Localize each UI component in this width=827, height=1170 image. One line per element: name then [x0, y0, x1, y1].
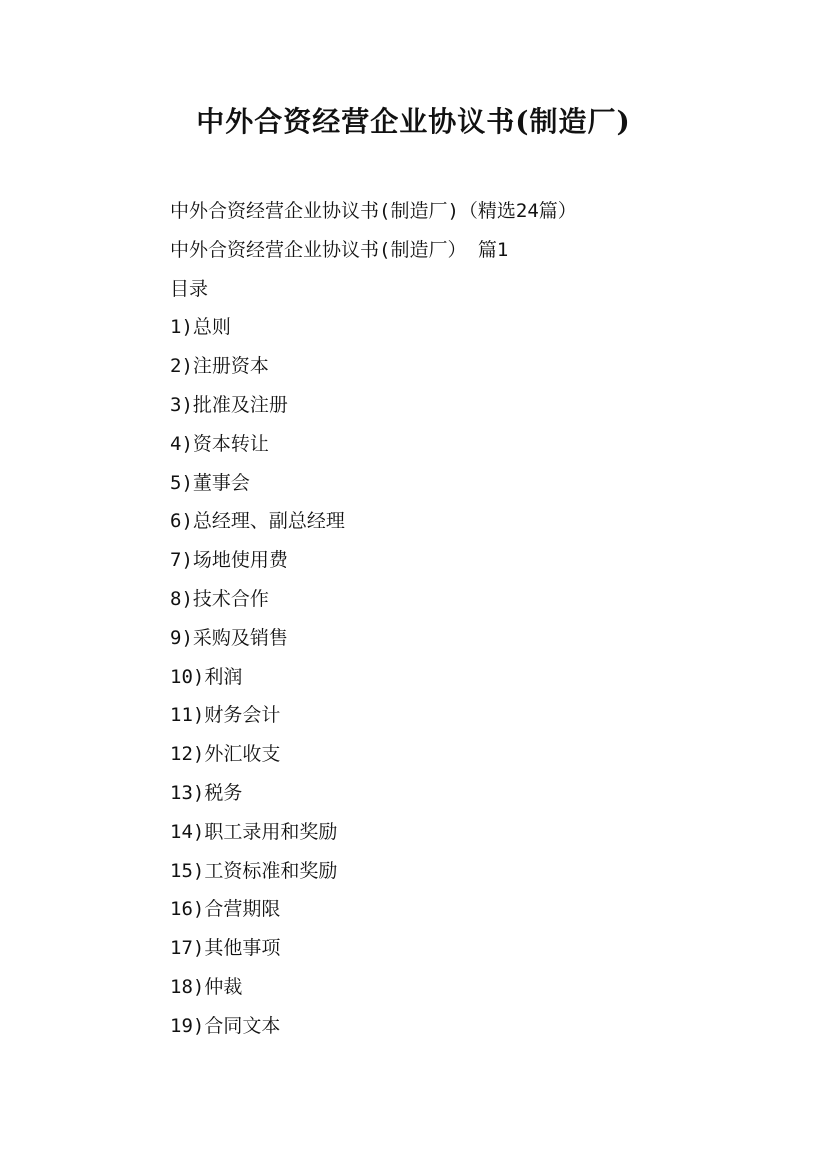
- toc-item: 4)资本转让: [170, 432, 269, 455]
- toc-label: 目录: [170, 277, 209, 300]
- toc-item: 7)场地使用费: [170, 549, 288, 572]
- toc-item: 2)注册资本: [170, 355, 269, 378]
- toc-item: 16)合营期限: [170, 898, 281, 921]
- toc-item: 3)批准及注册: [170, 393, 288, 416]
- section-heading: 中外合资经营企业协议书(制造厂） 篇1: [170, 238, 509, 261]
- toc-item: 15)工资标准和奖励: [170, 859, 338, 882]
- toc-item: 12)外汇收支: [170, 743, 281, 766]
- toc-item: 17)其他事项: [170, 937, 281, 960]
- document-subtitle: 中外合资经营企业协议书(制造厂)（精选24篇）: [170, 200, 577, 222]
- table-of-contents: [170, 308, 790, 1045]
- toc-item: 9)采购及销售: [170, 626, 288, 649]
- toc-item: 6)总经理、副总经理: [170, 510, 345, 533]
- toc-item: 11)财务会计: [170, 704, 281, 727]
- toc-item: 5)董事会: [170, 471, 250, 494]
- document-title: 中外合资经营企业协议书(制造厂): [196, 105, 631, 138]
- toc-item: 19)合同文本: [170, 1014, 281, 1037]
- toc-item: 14)职工录用和奖励: [170, 820, 338, 843]
- toc-item: 13)税务: [170, 781, 243, 804]
- toc-item: 18)仲裁: [170, 975, 243, 998]
- toc-item: 10)利润: [170, 665, 243, 688]
- toc-item: 1)总则: [170, 316, 231, 339]
- document-body: [170, 192, 790, 1046]
- toc-item: 8)技术合作: [170, 587, 269, 610]
